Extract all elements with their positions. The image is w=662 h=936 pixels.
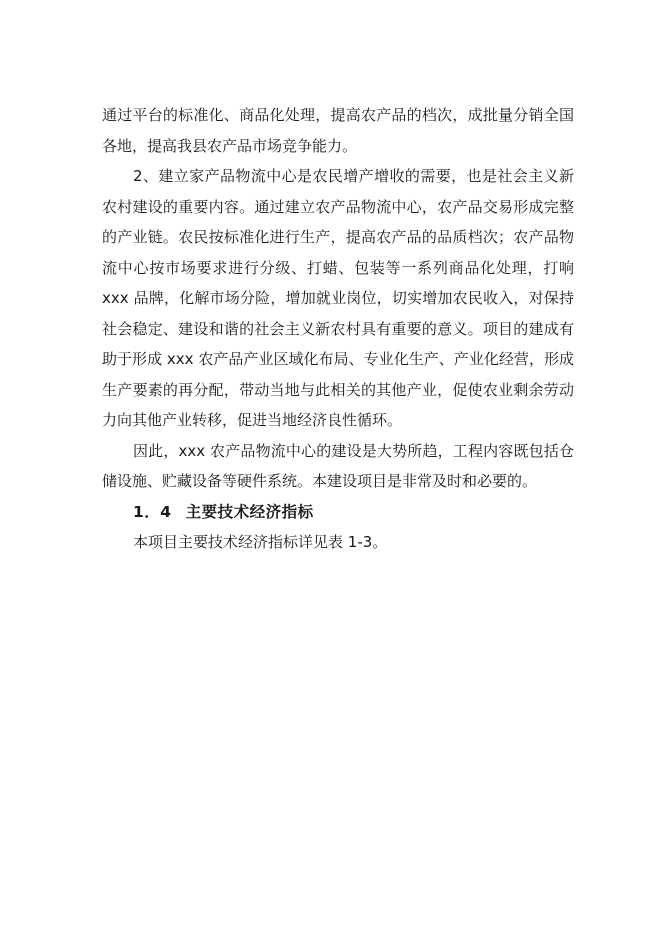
section-number: 1．4 [133, 502, 172, 521]
paragraph-table-reference: 本项目主要技术经济指标详见表 1-3。 [133, 533, 388, 551]
document-body [102, 100, 574, 558]
paragraph-logistics-center-need: 2、建立家产品物流中心是农民增产增收的需要，也是社会主义新农村建设的重要内容。通过建立农产品物流中心，农产品交易形成完整的产业链。农民按标准化进行生产，提高农产品的品质档次；农产品物流中心按市场要求进行分级、打蜡、包装等一系列商品化处理，打响 xxx 品牌，化解市场分险，增加就业岗位，切实增加农民收入，对保持社会稳定、建设和谐的社会主义新农村具有重要的意义。项目的建成有助于形成 xxx 农产品产业区域化布局、专业化生产、产业化经营，形成生产要素的再分配，带动当地与此相关的其他产业，促使农业剩余劳动力向其他产业转移，促进当地经济良性循环。 [102, 167, 574, 429]
section-title: 主要技术经济指标 [185, 502, 314, 521]
paragraph-conclusion: 因此，xxx 农产品物流中心的建设是大势所趋，工程内容既包括仓储设施、贮藏设备等硬件系统。本建设项目是非常及时和必要的。 [102, 441, 574, 490]
paragraph-continuation: 通过平台的标准化、商品化处理，提高农产品的档次，成批量分销全国各地，提高我县农产品市场竞争能力。 [102, 106, 574, 155]
section-heading [102, 497, 574, 528]
